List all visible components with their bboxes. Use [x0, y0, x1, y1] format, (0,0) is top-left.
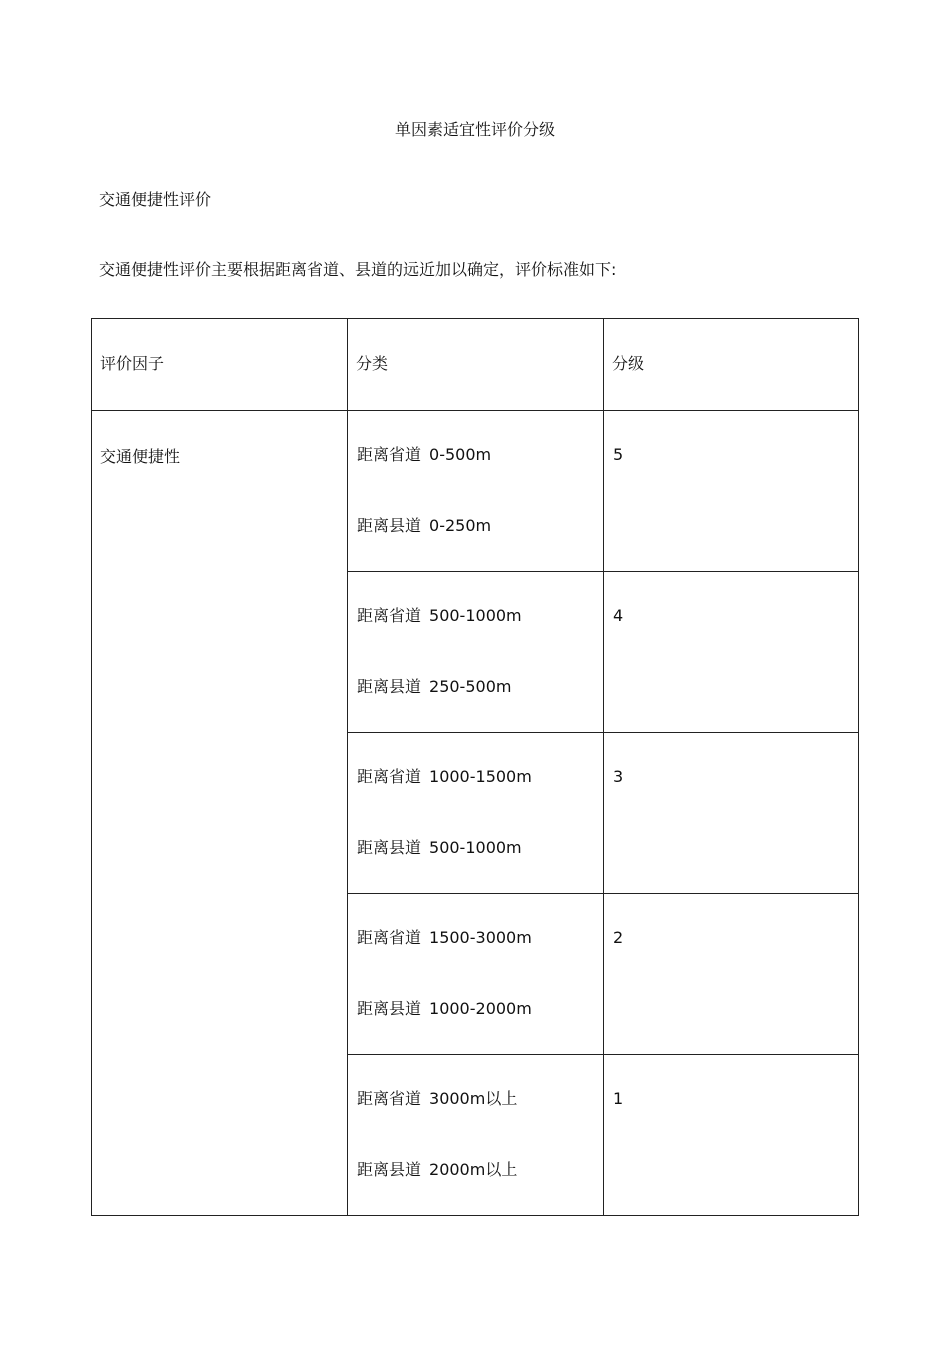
provincial-road-range: 3000m以上: [429, 1089, 518, 1108]
grade-cell: 4: [604, 572, 859, 733]
provincial-road-range: 0-500m: [429, 445, 492, 464]
county-road-line: [357, 998, 603, 1020]
provincial-road-label: 距离省道: [357, 928, 422, 947]
county-road-label: 距离县道: [357, 1160, 422, 1179]
table-row: [92, 411, 859, 572]
factor-cell: 交通便捷性: [92, 411, 348, 1216]
county-road-line: [357, 837, 603, 859]
county-road-line: [357, 676, 603, 698]
classification-cell: [348, 733, 604, 894]
classification-cell: [348, 411, 604, 572]
grade-cell: 3: [604, 733, 859, 894]
county-road-label: 距离县道: [357, 516, 422, 535]
section-heading: 交通便捷性评价: [99, 190, 212, 209]
table-header-row: [92, 319, 859, 411]
classification-cell: [348, 894, 604, 1055]
provincial-road-range: 1000-1500m: [429, 767, 532, 786]
county-road-line: [357, 1159, 603, 1181]
provincial-road-label: 距离省道: [357, 606, 422, 625]
county-road-label: 距离县道: [357, 838, 422, 857]
grade-cell: 2: [604, 894, 859, 1055]
header-grade: 分级: [604, 319, 859, 411]
classification-cell: [348, 1055, 604, 1216]
grade-cell: 5: [604, 411, 859, 572]
county-road-label: 距离县道: [357, 999, 422, 1018]
page-title: 单因素适宜性评价分级: [394, 120, 555, 139]
provincial-road-label: 距离省道: [357, 767, 422, 786]
county-road-range: 1000-2000m: [429, 999, 532, 1018]
county-road-range: 250-500m: [429, 677, 512, 696]
county-road-range: 2000m以上: [429, 1160, 518, 1179]
header-classification: 分类: [348, 319, 604, 411]
county-road-line: [357, 515, 603, 537]
intro-paragraph: 交通便捷性评价主要根据距离省道、县道的远近加以确定，评价标准如下:: [99, 260, 617, 279]
provincial-road-line: [357, 605, 603, 627]
provincial-road-line: [357, 444, 603, 466]
provincial-road-line: [357, 927, 603, 949]
grade-cell: 1: [604, 1055, 859, 1216]
provincial-road-range: 1500-3000m: [429, 928, 532, 947]
provincial-road-line: [357, 1088, 603, 1110]
county-road-range: 500-1000m: [429, 838, 522, 857]
classification-cell: [348, 572, 604, 733]
provincial-road-line: [357, 766, 603, 788]
grading-table: [91, 318, 859, 1216]
provincial-road-label: 距离省道: [357, 445, 422, 464]
provincial-road-label: 距离省道: [357, 1089, 422, 1108]
county-road-label: 距离县道: [357, 677, 422, 696]
provincial-road-range: 500-1000m: [429, 606, 522, 625]
header-factor: 评价因子: [92, 319, 348, 411]
county-road-range: 0-250m: [429, 516, 492, 535]
